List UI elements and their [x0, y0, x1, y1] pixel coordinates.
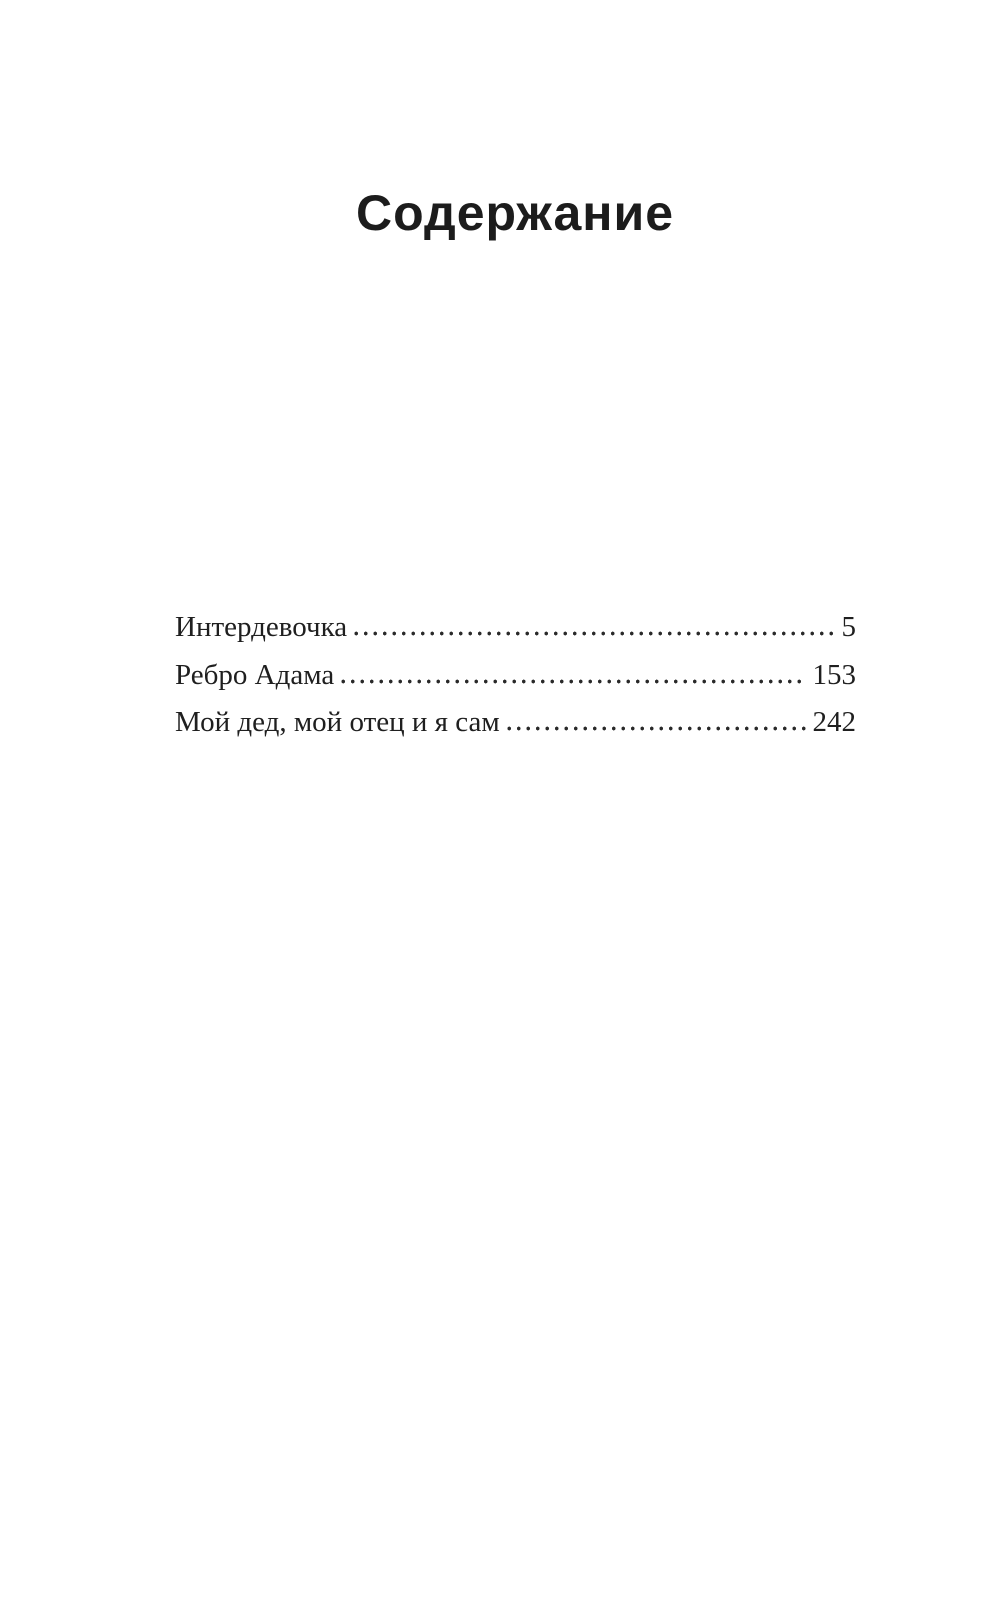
dot-leader	[354, 631, 835, 636]
table-of-contents	[175, 611, 856, 754]
toc-entry-page-number: 242	[812, 706, 856, 738]
toc-entry-page-number: 5	[841, 611, 856, 643]
dot-leader	[341, 679, 806, 684]
toc-entry-title: Мой дед, мой отец и я сам	[175, 706, 500, 738]
toc-entry-page-number: 153	[812, 658, 856, 691]
toc-entry	[175, 706, 856, 754]
toc-entry-title: Интердевочка	[175, 611, 348, 643]
toc-entry	[175, 659, 856, 707]
page-title: Содержание	[355, 185, 675, 241]
toc-entry	[175, 611, 856, 659]
dot-leader	[507, 726, 807, 731]
toc-entry-title: Ребро Адама	[175, 658, 335, 691]
page-title-block	[175, 186, 855, 241]
